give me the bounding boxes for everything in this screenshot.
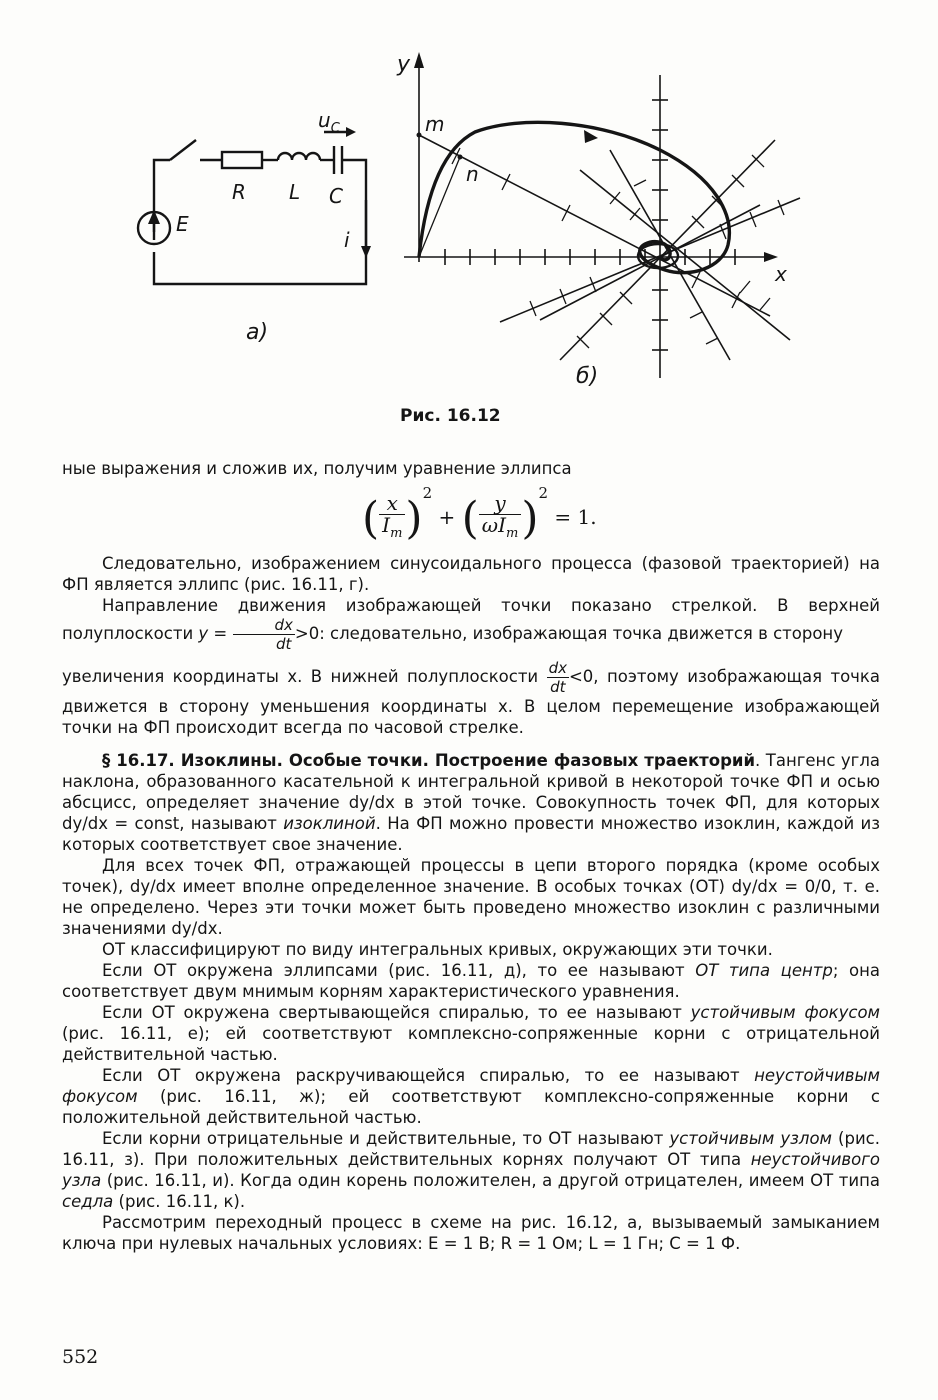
l-label: L: [289, 180, 301, 204]
e-label: E: [176, 212, 189, 236]
figure-caption: Рис. 16.12: [400, 406, 501, 426]
isocline-diagonal-3: [580, 170, 790, 340]
phase-plane: [404, 60, 800, 378]
m-point-label: m: [425, 112, 445, 136]
paragraph-singular-points: Для всех точек ФП, отражающей процессы в цепи второго порядка (кроме особых точек), dy/dx имеет вполне определенное значение. В особых точках (ОТ) dy/dx = 0/0, т. е. не определено. Через эти точки может быть проведено множество изоклин с различными значениями dy/dx.: [62, 856, 880, 938]
inductor: [278, 153, 320, 160]
paragraph-nodes-saddle: Если корни отрицательные и действительные, то ОТ называют устойчивым узлом (рис. 16.11, з). При положительных действительных корнях получают ОТ типа неустойчивого узла (рис. 16.11, и). Когда один корень положителен, а другой отрицателен, имеем ОТ типа седла (рис. 16.11, к).: [62, 1129, 880, 1211]
paragraph-ellipse: Следовательно, изображением синусоидального процесса (фазовой траекторией) на ФП является эллипс (рис. 16.11, г).: [62, 554, 880, 594]
uc-label: $u_C$: [318, 108, 340, 136]
ellipse-equation: ( $\frac{x}{I_m}$ )$^2$ + ( $\frac{y}{\omega I_m}$ )$^2$ = 1.: [362, 484, 597, 544]
paragraph-classification: ОТ классифицируют по виду интегральных кривых, окружающих эти точки.: [102, 940, 773, 959]
figure-drawing: [0, 0, 938, 440]
paragraph-direction-upper: Направление движения изображающей точки показано стрелкой. В верхней полуплоскости y = $\frac{dx}{dt}$ >0: следовательно, изображающая точка движется в сторону: [62, 596, 880, 653]
section-heading: § 16.17. Изоклины. Особые точки. Построение фазовых траекторий: [102, 751, 756, 770]
x-axis-label: x: [775, 262, 787, 286]
circuit-diagram: [138, 132, 366, 284]
paragraph-stable-focus: Если ОТ окружена свертывающейся спиралью, то ее называют устойчивым фокусом (рис. 16.11, е); ей соответствуют комплексно-сопряженные корни с отрицательной действительной частью.: [62, 1003, 881, 1064]
paragraph-center: Если ОТ окружена эллипсами (рис. 16.11, д), то ее называют ОТ типа центр; она соответствует двум мнимым корням характеристического уравнения.: [62, 961, 880, 1001]
c-label: C: [329, 184, 343, 208]
i-label: i: [344, 228, 350, 252]
figure-16-12: [0, 0, 938, 440]
section-16-17: § 16.17. Изоклины. Особые точки. Построение фазовых траекторий. Тангенс угла наклона, образованного касательной к интегральной кривой в некоторой точке ФП и осью абсцисс, определяет значение dy/dx в этой точке. Совокупность точек ФП, для которых dy/dx = const, называют изоклиной. На ФП можно провести множество изоклин, каждой из которых соответствует свое значение.: [62, 751, 881, 854]
n-point-label: n: [466, 162, 479, 186]
resistor: [222, 152, 262, 168]
phase-trajectory: [419, 122, 729, 272]
paragraph-unstable-focus: Если ОТ окружена раскручивающейся спиралью, то ее называют неустойчивым фокусом (рис. 16.11, ж); ей соответствуют комплексно-сопряженные корни с положительной действительной частью.: [62, 1066, 880, 1127]
part-a-label: а): [246, 320, 269, 345]
switch-blade: [170, 140, 196, 160]
paragraph-transient: Рассмотрим переходный процесс в схеме на рис. 16.12, а, вызываемый замыканием ключа при нулевых начальных условиях: E = 1 В; R = 1 Ом; L = 1 Гн; C = 1 Ф.: [62, 1213, 880, 1253]
y-axis-label: y: [397, 52, 411, 77]
paragraph-direction-lower: увеличения координаты x. В нижней полуплоскости $\frac{dx}{dt}$ <0, поэтому изображающая точка движется в сторону уменьшения координаты x. В целом перемещение изображающей точки на ФП происходит всегда по часовой стрелке.: [62, 659, 880, 737]
paragraph-intro: ные выражения и сложив их, получим уравнение эллипса: [62, 459, 572, 478]
part-b-label: б): [576, 364, 599, 389]
page-body: [62, 458, 880, 1254]
page-number: 552: [62, 1346, 99, 1368]
r-label: R: [232, 180, 246, 204]
